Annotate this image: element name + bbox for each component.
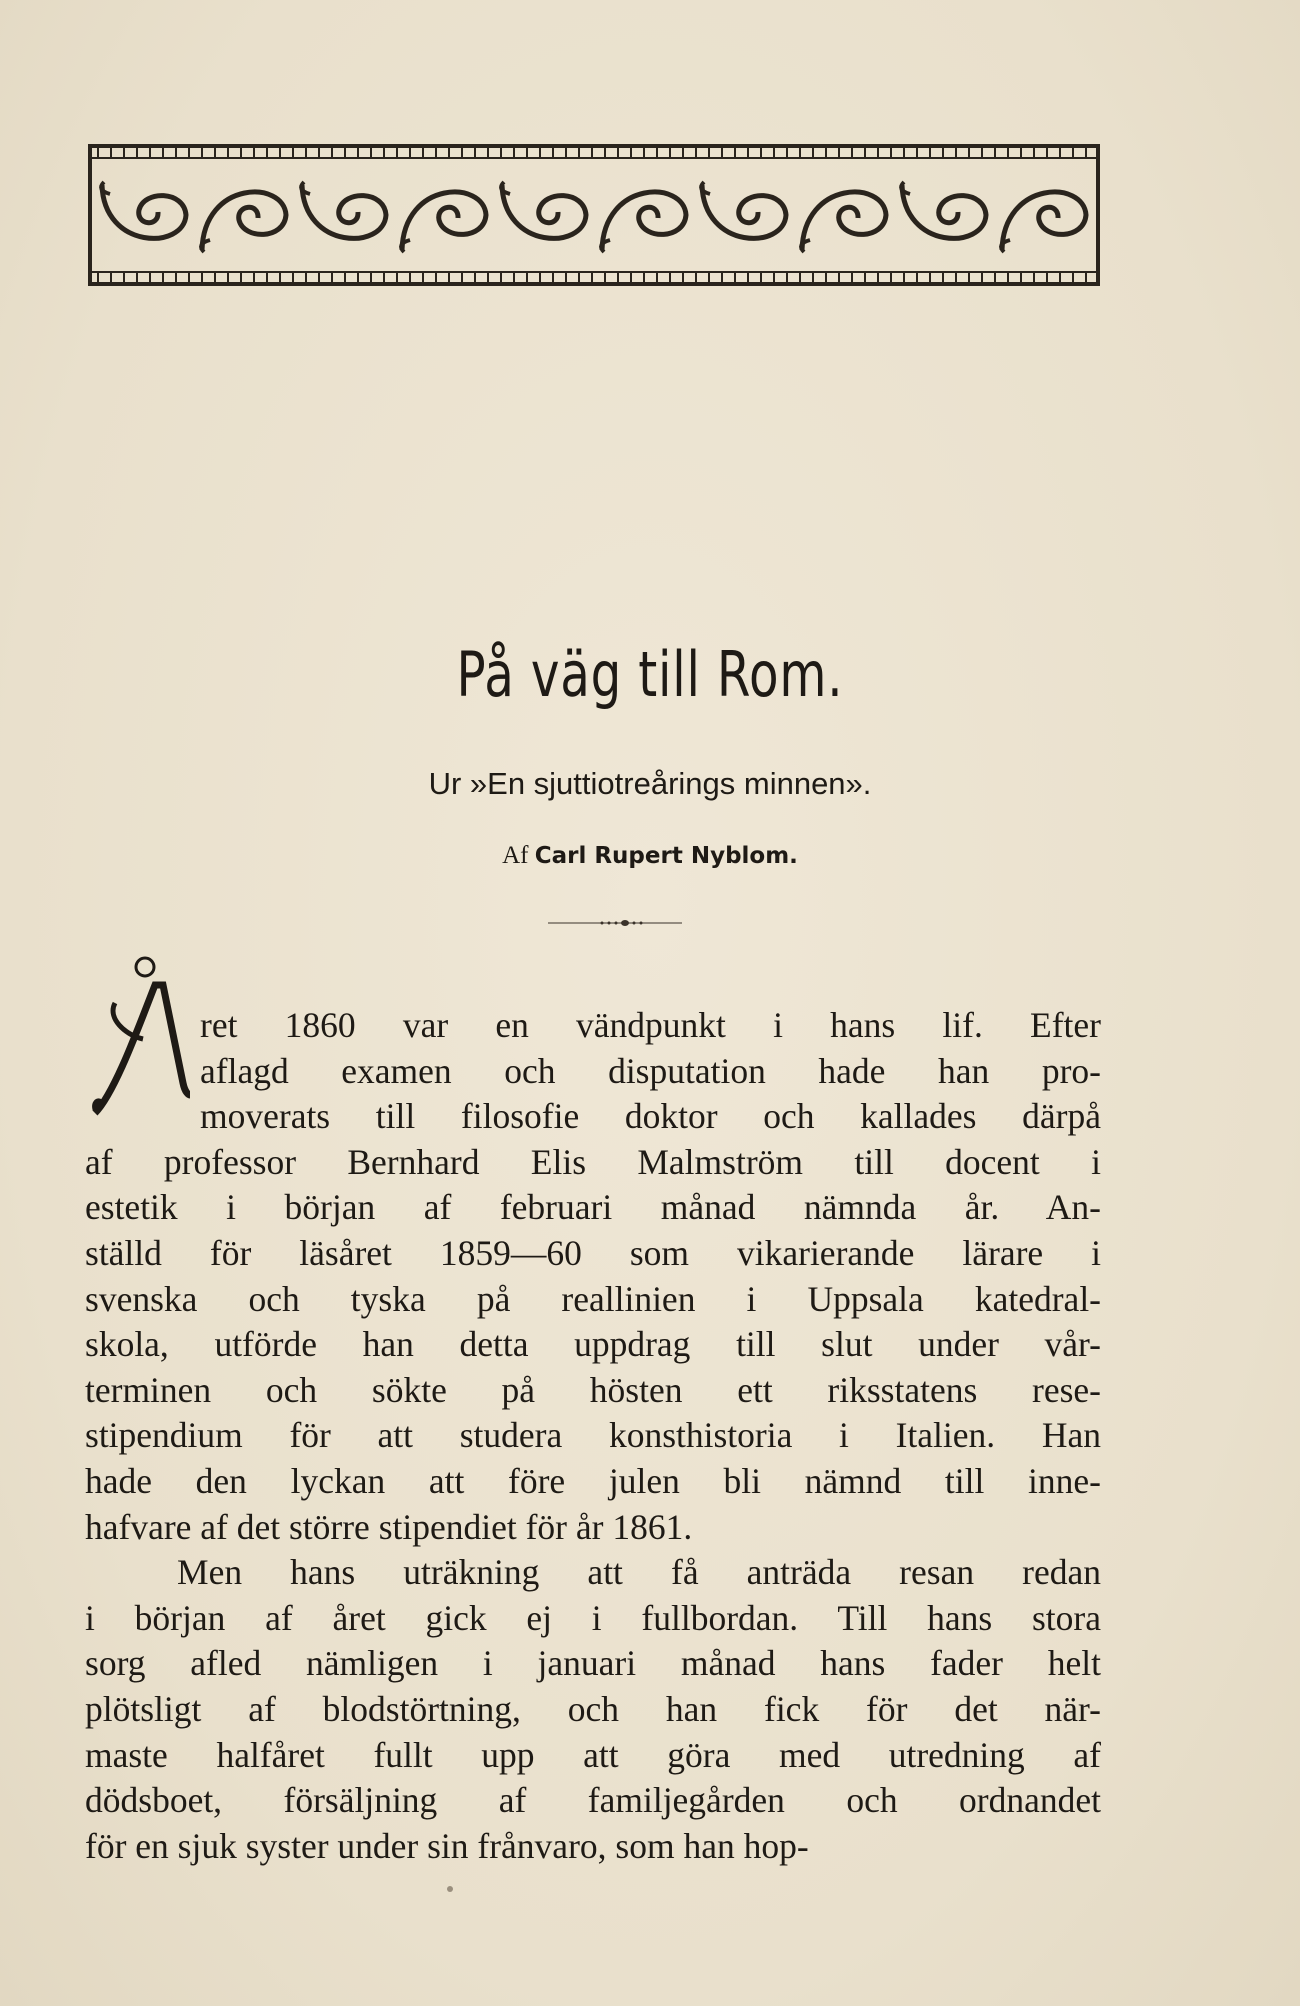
- text-line: svenska och tyska på reallinien i Uppsala katedral-: [85, 1278, 1101, 1319]
- page-mark: [447, 1886, 453, 1892]
- drop-cap-letter: Å: [85, 943, 86, 944]
- text-line: plötsligt af blodstörtning, och han fick för det när-: [85, 1688, 1101, 1729]
- text-line: aflagd examen och disputation hade han pro-: [200, 1050, 1101, 1091]
- drop-cap: [85, 943, 190, 1123]
- scroll-motif: [302, 185, 386, 238]
- scroll-motif: [102, 185, 186, 238]
- text-line: i början af året gick ej i fullbordan. Till hans stora: [85, 1597, 1101, 1638]
- text-line: af professor Bernhard Elis Malmström till docent i: [85, 1141, 1101, 1182]
- scroll-motif: [802, 192, 886, 250]
- text-line: hade den lyckan att före julen bli nämnd till inne-: [85, 1460, 1101, 1501]
- scroll-motif: [402, 192, 486, 250]
- article-body: [85, 943, 1101, 1869]
- scroll-motif: [202, 192, 286, 250]
- scroll-border-ornament: [84, 140, 1104, 290]
- text-line: maste halfåret fullt upp att göra med utredning af: [85, 1734, 1101, 1775]
- paragraph-2: [85, 1550, 1101, 1869]
- text-line: ret 1860 var en vändpunkt i hans lif. Efter: [200, 1005, 1101, 1045]
- text-line: Men hans uträkning att få anträda resan redan: [177, 1552, 1101, 1593]
- byline: [0, 842, 1300, 870]
- decorative-divider: [0, 918, 1300, 928]
- text-line: dödsboet, försäljning af familjegården och ordnandet: [85, 1780, 1101, 1821]
- text-line: sorg afled nämligen i januari månad hans fader helt: [85, 1643, 1101, 1684]
- text-line: hafvare af det större stipendiet för år 1861.: [85, 1506, 693, 1547]
- author-name: Carl Rupert Nyblom.: [534, 843, 798, 869]
- page-title: På väg till Rom.: [456, 638, 844, 711]
- scroll-motif: [902, 185, 986, 238]
- subtitle: Ur »En sjuttiotreårings minnen».: [428, 766, 872, 801]
- scroll-motif: [702, 185, 786, 238]
- text-line: skola, utförde han detta uppdrag till slut under vår-: [85, 1324, 1101, 1365]
- text-line: stipendium för att studera konsthistoria i Italien. Han: [85, 1415, 1101, 1456]
- text-line: ställd för läsåret 1859—60 som vikarierande lärare i: [85, 1232, 1101, 1273]
- paragraph-1: [85, 943, 1101, 1550]
- scroll-motif: [1002, 192, 1086, 250]
- text-line: terminen och sökte på hösten ett riksstatens rese-: [85, 1369, 1101, 1410]
- text-line: moverats till filosofie doktor och kallades därpå: [200, 1096, 1101, 1137]
- text-line: estetik i början af februari månad nämnda år. An-: [85, 1187, 1101, 1228]
- text-line: för en sjuk syster under sin frånvaro, som han hop-: [85, 1825, 809, 1866]
- byline-prefix: Af: [502, 842, 529, 869]
- scroll-motif: [602, 192, 686, 250]
- scroll-motif: [502, 185, 586, 238]
